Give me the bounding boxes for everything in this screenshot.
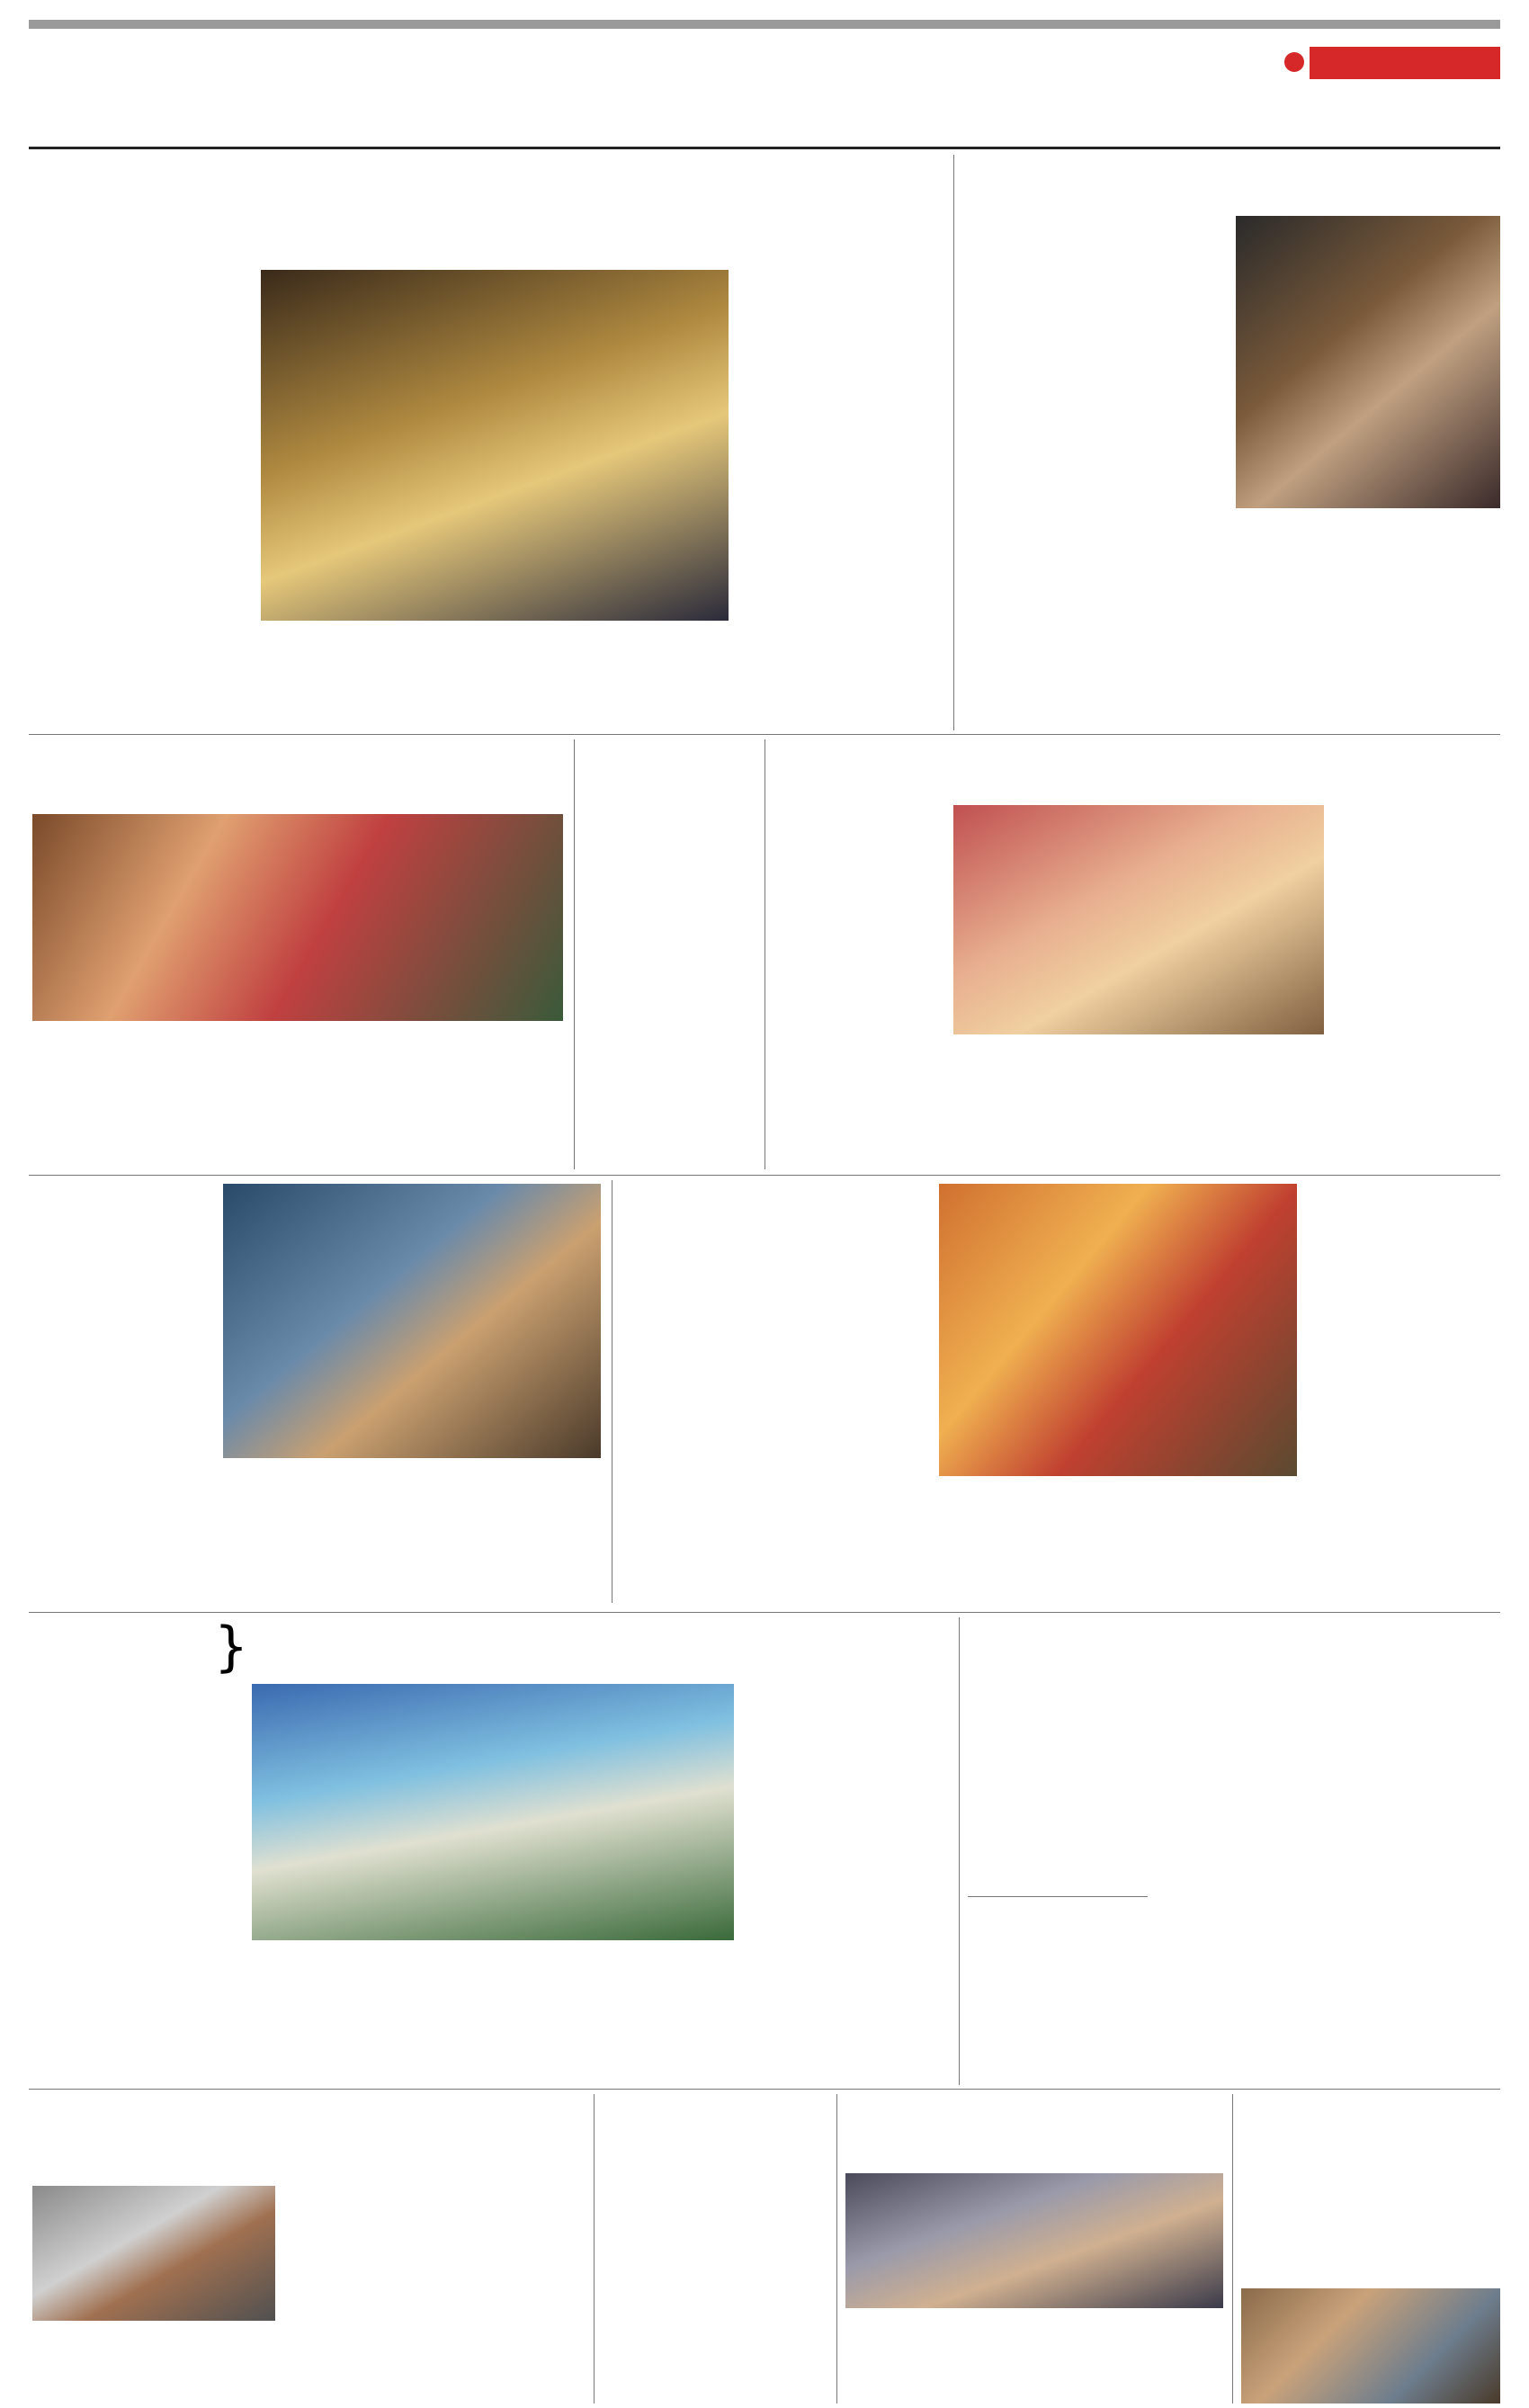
column-rule — [959, 1617, 960, 2085]
photo — [32, 2186, 275, 2321]
headline — [968, 1625, 1500, 1669]
headline — [32, 160, 941, 243]
article-body — [968, 1970, 1148, 2080]
photo-caption — [261, 630, 729, 724]
headline — [32, 1184, 212, 1265]
article-body — [1148, 1675, 1319, 1891]
article-body — [32, 1027, 293, 1162]
article-body — [968, 1675, 1139, 1891]
article-body — [32, 270, 248, 724]
row-rule — [29, 1612, 1500, 1613]
photo — [32, 814, 563, 1021]
section-rule — [968, 1896, 1148, 1897]
headline — [621, 1184, 926, 1265]
article-body — [1308, 1184, 1500, 1603]
photo-caption — [252, 1947, 734, 2080]
article-body — [32, 2139, 583, 2182]
article-body — [1371, 517, 1500, 724]
masthead-rule — [29, 147, 1500, 149]
headline — [32, 743, 536, 806]
anniversary-badge — [1205, 40, 1277, 108]
column-rule — [594, 2094, 595, 2404]
article-body — [32, 1684, 241, 2080]
article-body — [302, 1027, 563, 1162]
top-rule — [29, 20, 1500, 29]
headline — [32, 2098, 590, 2134]
headline — [236, 1625, 951, 1678]
dateline — [29, 124, 568, 144]
article-body — [964, 216, 1225, 513]
column-rule — [1232, 2094, 1233, 2404]
brand-name-box — [1310, 47, 1500, 79]
headline — [968, 1902, 1148, 1968]
column-rule — [574, 739, 575, 1169]
column-rule — [836, 2094, 837, 2404]
page-number — [1367, 124, 1500, 144]
brand-logo — [1205, 36, 1502, 135]
column-rule — [764, 739, 765, 1169]
article-body — [953, 1039, 1133, 1165]
article-body — [939, 1482, 1297, 1603]
article-body — [32, 2326, 583, 2404]
article-body — [32, 1270, 212, 1513]
article-body — [743, 270, 941, 724]
kicker — [32, 1621, 212, 1678]
headline — [845, 2098, 1223, 2168]
article-body — [1328, 1675, 1500, 1891]
photo — [1236, 216, 1500, 508]
article-body — [1142, 1039, 1324, 1165]
photo — [953, 805, 1324, 1034]
article-body — [1236, 517, 1362, 724]
column-rule — [953, 155, 954, 730]
article-body — [621, 1270, 928, 1603]
headline — [603, 2098, 827, 2157]
article-body — [1157, 1898, 1322, 2080]
article-body — [603, 2162, 827, 2404]
article-body — [416, 1463, 601, 1603]
article-body — [1331, 1898, 1500, 2080]
row-rule — [29, 2089, 1500, 2090]
article-body — [284, 2186, 583, 2321]
article-body — [845, 2314, 1030, 2404]
photo — [261, 270, 729, 621]
row-rule — [29, 1175, 1500, 1176]
article-body — [745, 1684, 950, 2080]
article-body — [583, 805, 756, 1165]
headline — [773, 743, 1500, 799]
row-rule — [29, 734, 1500, 735]
article-body — [1039, 2314, 1223, 2404]
globe-icon — [1284, 52, 1304, 72]
photo — [1241, 2288, 1500, 2404]
article-body — [223, 1463, 407, 1603]
photo — [845, 2173, 1223, 2308]
section-title — [504, 34, 971, 124]
headline — [583, 743, 754, 799]
kicker-brace: } — [214, 1616, 249, 1678]
article-body — [1333, 805, 1500, 1165]
article-body — [964, 517, 1225, 724]
article-body — [773, 805, 944, 1165]
article-body — [1241, 2166, 1500, 2283]
headline — [964, 164, 1500, 209]
photo — [223, 1184, 601, 1458]
headline — [1241, 2098, 1500, 2161]
photo — [939, 1184, 1297, 1476]
photo — [252, 1684, 734, 1940]
